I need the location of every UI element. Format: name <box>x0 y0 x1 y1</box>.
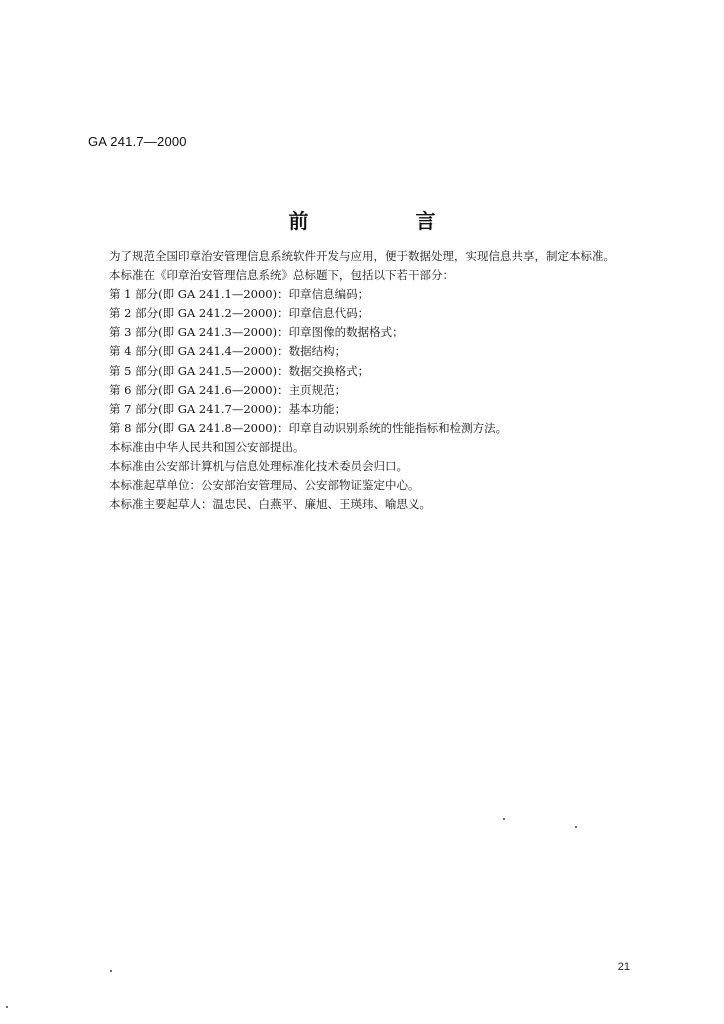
standard-code-header: GA 241.7—2000 <box>88 134 187 149</box>
paragraph: 为了规范全国印章治安管理信息系统软件开发与应用，便于数据处理，实现信息共享，制定本标准。 <box>109 249 615 263</box>
paragraph: 第 3 部分(即 GA 241.3—2000)：印章图像的数据格式； <box>109 325 404 340</box>
paragraph: 第 6 部分(即 GA 241.6—2000)：主页规范； <box>109 382 347 397</box>
page-number: 21 <box>617 961 630 973</box>
scan-speck <box>6 1006 8 1008</box>
paragraph: 第 1 部分(即 GA 241.1—2000)：印章信息编码； <box>109 287 370 302</box>
foreword-body <box>109 247 669 514</box>
paragraph: 第 4 部分(即 GA 241.4—2000)：数据结构； <box>109 344 347 359</box>
paragraph: 第 2 部分(即 GA 241.2—2000)：印章信息代码； <box>109 306 370 321</box>
scan-speck <box>575 826 577 828</box>
paragraph: 本标准起草单位：公安部治安管理局、公安部物证鉴定中心。 <box>109 478 420 493</box>
paragraph: 第 5 部分(即 GA 241.5—2000)：数据交换格式； <box>109 363 370 378</box>
scan-speck <box>503 818 505 820</box>
page-title: 前 言 <box>288 209 486 233</box>
paragraph: 第 7 部分(即 GA 241.7—2000)：基本功能； <box>109 401 347 416</box>
paragraph: 第 8 部分(即 GA 241.8—2000)：印章自动识别系统的性能指标和检测方法。 <box>109 420 508 435</box>
paragraph: 本标准由中华人民共和国公安部提出。 <box>109 439 305 454</box>
paragraph: 本标准在《印章治安管理信息系统》总标题下，包括以下若干部分： <box>109 268 454 283</box>
paragraph: 本标准由公安部计算机与信息处理标准化技术委员会归口。 <box>109 459 408 474</box>
scan-speck <box>110 970 112 972</box>
paragraph: 本标准主要起草人：温忠民、白燕平、廉旭、王瑛玮、喻思义。 <box>109 497 431 512</box>
